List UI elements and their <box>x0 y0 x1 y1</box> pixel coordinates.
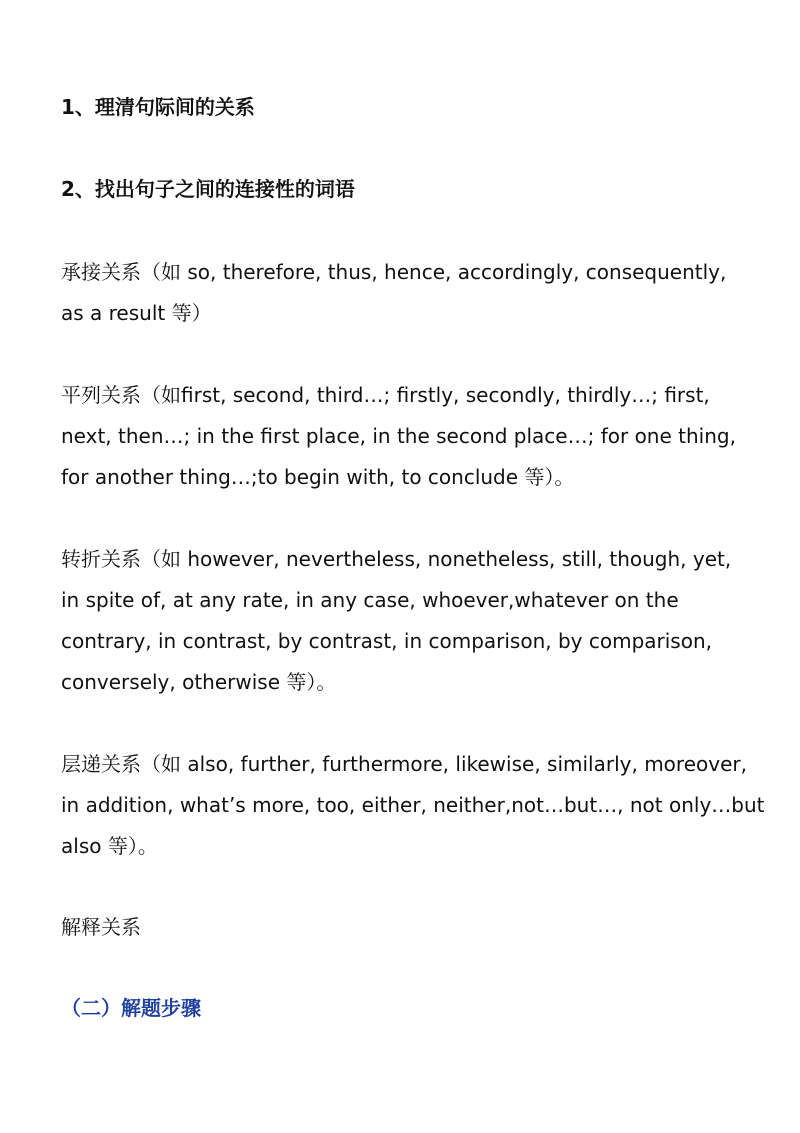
section-title: （二）解题步骤 <box>61 996 201 1020</box>
paragraph-line: 层递关系（如 also, further, furthermore, likewise, similarly, moreover, <box>61 752 747 776</box>
heading-item-2: 2、找出句子之间的连接性的词语 <box>61 177 355 201</box>
paragraph-line: in spite of, at any rate, in any case, whoever,whatever on the <box>61 588 679 612</box>
paragraph-contrast <box>61 539 751 703</box>
paragraph-line: 转折关系（如 however, nevertheless, nonetheless, still, though, yet, <box>61 547 732 571</box>
paragraph-parallel <box>61 375 751 498</box>
paragraph-line: 平列关系（如first, second, third…; firstly, secondly, thirdly…; first, <box>61 383 710 407</box>
paragraph-progression <box>61 744 765 867</box>
paragraph-line: also 等）。 <box>61 834 158 858</box>
paragraph-line: 承接关系（如 so, therefore, thus, hence, accordingly, consequently, <box>61 260 727 284</box>
paragraph-line: conversely, otherwise 等）。 <box>61 670 337 694</box>
paragraph-line: next, then…; in the first place, in the second place…; for one thing, <box>61 424 736 448</box>
paragraph-line: as a result 等） <box>61 301 212 325</box>
heading-item-1: 1、理清句际间的关系 <box>61 95 255 119</box>
paragraph-consequence <box>61 252 751 334</box>
paragraph-line: for another thing…;to begin with, to conclude 等）。 <box>61 465 575 489</box>
paragraph-explanation: 解释关系 <box>61 915 141 939</box>
paragraph-line: contrary, in contrast, by contrast, in comparison, by comparison, <box>61 629 712 653</box>
paragraph-line: in addition, what’s more, too, either, neither,not…but…, not only…but <box>61 793 765 817</box>
